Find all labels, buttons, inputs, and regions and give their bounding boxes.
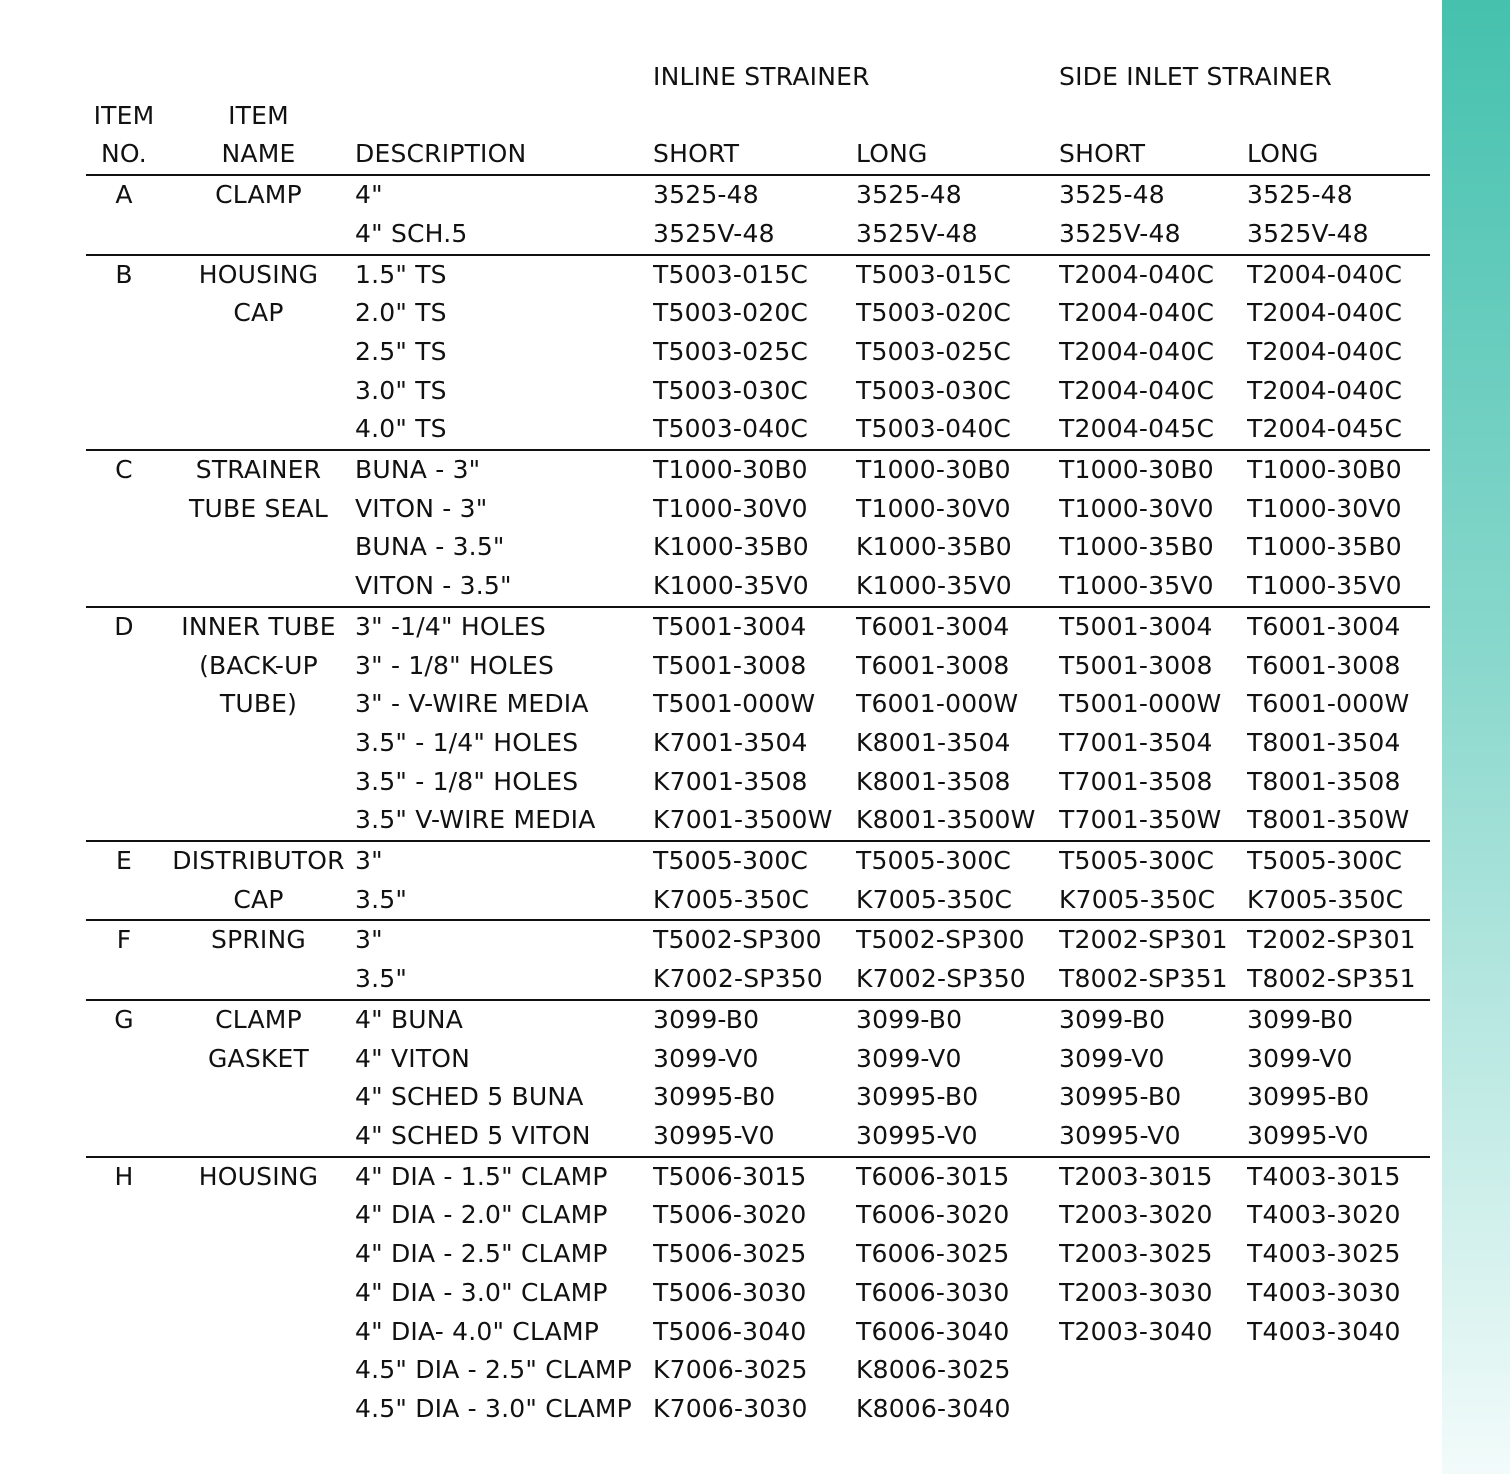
inline-long-cell: K7002-SP350 [856,960,1059,1000]
item-name-cell [162,763,355,802]
side-long-cell: T8002-SP351 [1247,960,1430,1000]
table-row [86,685,1430,724]
inline-long-cell: K8001-3508 [856,766,1011,796]
inline-long-cell: K8006-3025 [856,1355,1011,1385]
table-row [86,1157,1430,1197]
item-no-cell [86,1078,162,1117]
header-row-1 [86,97,1430,136]
item-name-cell: CLAMP [215,1004,302,1034]
table-header [86,58,1430,175]
parts-table-container [86,58,1430,1429]
table-row [86,450,1430,490]
group-header-side-inlet: SIDE INLET STRAINER [1059,62,1332,91]
inline-short-header: SHORT [653,135,856,175]
side-long-cell: T4003-3025 [1247,1239,1401,1269]
item-no-cell: F [116,925,132,955]
inline-short-cell: K7005-350C [653,881,856,921]
parts-table [86,58,1430,1429]
inline-long-cell: T6006-3040 [856,1316,1010,1346]
side-long-cell [1247,1390,1430,1429]
item-no-cell [86,801,162,841]
description-cell: 4" SCHED 5 BUNA [355,1082,584,1112]
item-no-cell: D [114,611,134,641]
item-name-cell [162,528,355,567]
side-short-cell: 3099-B0 [1059,1004,1166,1034]
item-name-cell: CAP [162,881,355,921]
item-no-cell [86,333,162,372]
description-cell: 3.5" [355,881,653,921]
inline-short-cell: T5006-3020 [653,1200,807,1230]
side-long-cell: T2004-040C [1247,375,1403,405]
inline-short-cell: 3525-48 [653,180,759,210]
side-short-cell: T7001-3508 [1059,766,1213,796]
side-short-cell: T5005-300C [1059,846,1215,876]
item-name-cell [162,372,355,411]
inline-short-cell: T5003-020C [653,298,809,328]
inline-short-cell: 3099-B0 [653,1004,760,1034]
item-name-cell: TUBE) [219,689,298,719]
inline-short-cell: T1000-30B0 [653,455,808,485]
description-cell: 3.5" - 1/4" HOLES [355,727,579,757]
side-long-cell: T5005-300C [1247,846,1403,876]
table-row [86,215,1430,255]
item-no-header-top: ITEM [93,100,155,130]
side-long-cell: T1000-30B0 [1247,455,1402,485]
inline-short-cell: T5001-3004 [653,611,807,641]
side-long-cell: T6001-000W [1247,689,1410,719]
inline-short-cell: T5006-3030 [653,1277,807,1307]
item-no-cell: G [114,1004,134,1034]
inline-long-cell: T5003-020C [856,298,1012,328]
inline-short-cell: K7002-SP350 [653,960,856,1000]
inline-long-cell: T5005-300C [856,846,1012,876]
table-row [86,647,1430,686]
table-row [86,801,1430,841]
inline-long-cell: T6006-3030 [856,1277,1010,1307]
inline-long-cell: 30995-V0 [856,1117,1059,1157]
side-long-cell: 3099-V0 [1247,1043,1353,1073]
item-name-cell: STRAINER [195,455,322,485]
table-row [86,372,1430,411]
description-cell: 3.5" V-WIRE MEDIA [355,801,653,841]
item-name-cell [162,1078,355,1117]
item-no-cell [86,881,162,921]
inline-long-cell: 30995-B0 [856,1082,979,1112]
side-long-cell [1247,1351,1430,1390]
item-name-cell: INNER TUBE [181,611,336,641]
inline-long-cell: T5003-040C [856,410,1059,450]
side-short-cell: T5001-3004 [1059,611,1213,641]
inline-short-cell: T5003-025C [653,336,809,366]
description-header: DESCRIPTION [355,135,653,175]
description-cell: 3" - V-WIRE MEDIA [355,689,589,719]
table-row [86,410,1430,450]
side-short-cell [1059,1351,1247,1390]
item-name-cell: HOUSING [198,259,319,289]
inline-long-cell: T6001-3004 [856,611,1010,641]
item-name-cell [162,1196,355,1235]
description-cell: 3" [355,925,383,955]
item-no-cell [86,567,162,607]
item-name-cell: GASKET [207,1043,309,1073]
inline-long-header: LONG [856,135,1059,175]
side-short-cell: T5001-000W [1059,689,1222,719]
item-no-cell: C [115,455,133,485]
header-row-2 [86,135,1430,175]
side-long-cell: T4003-3020 [1247,1200,1401,1230]
item-name-cell: CAP [233,298,284,328]
item-no-cell [86,372,162,411]
inline-short-cell: T5001-3008 [653,650,807,680]
inline-long-cell: T6001-000W [856,689,1019,719]
item-no-cell [86,1390,162,1429]
description-cell: 3" - 1/8" HOLES [355,650,555,680]
description-cell: 4" BUNA [355,1004,464,1034]
item-no-cell [86,1274,162,1313]
table-row [86,175,1430,215]
side-short-cell: 3099-V0 [1059,1043,1165,1073]
inline-long-cell: T6006-3025 [856,1239,1010,1269]
inline-long-cell: K8006-3040 [856,1393,1011,1423]
side-short-cell: T8002-SP351 [1059,960,1247,1000]
side-short-cell: T2004-045C [1059,410,1247,450]
side-long-cell: T8001-3508 [1247,766,1401,796]
inline-long-cell: T5003-015C [856,259,1012,289]
table-body [86,175,1430,1429]
item-name-cell [162,215,355,255]
side-long-cell: T2004-040C [1247,298,1403,328]
side-long-cell: T2004-040C [1247,336,1403,366]
inline-long-cell: 3099-V0 [856,1043,962,1073]
inline-long-cell: K8001-3500W [856,801,1059,841]
side-long-cell: T2004-045C [1247,410,1430,450]
item-name-cell: (BACK-UP [199,650,318,680]
table-row [86,1117,1430,1157]
inline-short-cell: 3525V-48 [653,215,856,255]
side-short-cell [1059,1390,1247,1429]
item-no-cell [86,960,162,1000]
side-short-cell: K7005-350C [1059,881,1247,921]
side-short-header: SHORT [1059,135,1247,175]
side-short-cell: T1000-35B0 [1059,532,1214,562]
table-row [86,255,1430,295]
inline-long-cell: T6001-3008 [856,650,1010,680]
item-name-cell [162,410,355,450]
item-name-cell [162,801,355,841]
item-no-cell [86,763,162,802]
side-long-header: LONG [1247,135,1430,175]
inline-short-cell: T1000-30V0 [653,493,808,523]
side-short-cell: T2002-SP301 [1059,925,1228,955]
description-cell: 4" DIA - 3.0" CLAMP [355,1277,608,1307]
table-row [86,841,1430,881]
item-no-cell [86,1117,162,1157]
inline-long-cell: T1000-30B0 [856,455,1011,485]
side-long-cell: T8001-350W [1247,801,1430,841]
side-short-cell: T2003-3040 [1059,1316,1213,1346]
inline-short-cell: K7001-3504 [653,727,808,757]
side-long-cell: T4003-3015 [1247,1161,1401,1191]
inline-long-cell: T5003-030C [856,375,1012,405]
inline-long-cell: T1000-30V0 [856,493,1011,523]
side-short-cell: T1000-30B0 [1059,455,1214,485]
table-row [86,1390,1430,1429]
item-name-cell [162,567,355,607]
item-name-cell: TUBE SEAL [189,493,328,523]
side-long-cell: T6001-3004 [1247,611,1401,641]
item-no-cell [86,1351,162,1390]
inline-long-cell: K1000-35B0 [856,532,1012,562]
side-long-cell: T4003-3040 [1247,1316,1401,1346]
description-cell: 4" DIA - 2.0" CLAMP [355,1200,608,1230]
inline-long-cell: T5003-025C [856,336,1012,366]
item-name-cell [162,333,355,372]
inline-short-cell: K1000-35B0 [653,532,809,562]
description-cell: 4.0" TS [355,410,653,450]
inline-long-cell: T6006-3020 [856,1200,1010,1230]
side-long-cell: T1000-30V0 [1247,493,1402,523]
inline-short-cell: T5005-300C [653,846,809,876]
side-short-cell: T2003-3025 [1059,1239,1213,1269]
inline-long-cell: T6006-3015 [856,1161,1010,1191]
table-row [86,1235,1430,1274]
inline-short-cell: T5003-040C [653,410,856,450]
item-name-cell [162,1117,355,1157]
description-cell: 3.5" - 1/8" HOLES [355,766,579,796]
table-row [86,607,1430,647]
inline-long-cell: 3525V-48 [856,215,1059,255]
item-name-cell [162,960,355,1000]
description-cell: VITON - 3" [355,493,488,523]
inline-short-cell: K7006-3025 [653,1355,808,1385]
item-no-cell [86,215,162,255]
inline-short-cell: 30995-V0 [653,1117,856,1157]
side-short-cell: T2003-3030 [1059,1277,1213,1307]
table-row [86,881,1430,921]
description-cell: 4" VITON [355,1043,471,1073]
description-cell: 3" -1/4" HOLES [355,611,546,641]
side-short-cell: T1000-35V0 [1059,567,1247,607]
table-row [86,920,1430,960]
description-cell: 4" SCH.5 [355,215,653,255]
description-cell: 4.5" DIA - 3.0" CLAMP [355,1393,632,1423]
item-no-cell: B [115,259,133,289]
inline-long-cell: 3525-48 [856,180,962,210]
inline-short-cell: T5001-000W [653,689,816,719]
table-row [86,724,1430,763]
side-accent-bar [1442,0,1510,1474]
inline-long-cell: K8001-3504 [856,727,1011,757]
description-cell: VITON - 3.5" [355,567,653,607]
header-group-row [86,58,1430,97]
item-no-cell [86,1040,162,1079]
item-name-cell [162,724,355,763]
side-short-cell: 3525-48 [1059,180,1165,210]
side-long-cell: T1000-35V0 [1247,567,1430,607]
item-no-header-bottom: NO. [86,135,162,175]
side-long-cell: T2002-SP301 [1247,925,1416,955]
inline-short-cell: T5003-030C [653,375,809,405]
side-short-cell: 30995-B0 [1059,1082,1182,1112]
item-name-cell [162,1235,355,1274]
item-name-cell: CLAMP [215,180,302,210]
side-long-cell: T1000-35B0 [1247,532,1402,562]
description-cell: 3" [355,846,383,876]
side-short-cell: T7001-3504 [1059,727,1213,757]
side-long-cell: 3099-B0 [1247,1004,1354,1034]
item-no-cell [86,528,162,567]
item-name-cell [162,1351,355,1390]
table-row [86,960,1430,1000]
inline-short-cell: 30995-B0 [653,1082,776,1112]
table-row [86,1313,1430,1352]
group-header-inline: INLINE STRAINER [653,62,870,91]
item-name-header-bottom: NAME [162,135,355,175]
side-long-cell: 30995-V0 [1247,1117,1430,1157]
description-cell: 4.5" DIA - 2.5" CLAMP [355,1355,632,1385]
description-cell: 2.5" TS [355,336,447,366]
side-short-cell: 3525V-48 [1059,215,1247,255]
table-row [86,1078,1430,1117]
side-long-cell: T2004-040C [1247,259,1403,289]
item-no-cell [86,410,162,450]
inline-long-cell: T5002-SP300 [856,925,1025,955]
table-row [86,528,1430,567]
inline-short-cell: T5006-3015 [653,1161,807,1191]
inline-short-cell: T5003-015C [653,259,809,289]
table-row [86,333,1430,372]
side-long-cell: 3525-48 [1247,180,1353,210]
side-short-cell: T2004-040C [1059,259,1215,289]
side-short-cell: T2004-040C [1059,375,1215,405]
side-long-cell: K7005-350C [1247,881,1430,921]
side-short-cell: T1000-30V0 [1059,493,1214,523]
side-long-cell: 3525V-48 [1247,215,1430,255]
description-cell: 1.5" TS [355,259,447,289]
side-short-cell: T2003-3020 [1059,1200,1213,1230]
item-name-cell: DISTRIBUTOR [172,846,345,876]
item-no-cell [86,685,162,724]
item-name-header-top: ITEM [228,100,289,130]
side-long-cell: T6001-3008 [1247,650,1401,680]
inline-short-cell: T5006-3025 [653,1239,807,1269]
table-row [86,1196,1430,1235]
description-cell: 4" SCHED 5 VITON [355,1117,653,1157]
side-short-cell: T2003-3015 [1059,1161,1213,1191]
inline-short-cell: 3099-V0 [653,1043,759,1073]
item-no-cell: H [114,1161,134,1191]
table-row [86,490,1430,529]
description-cell: 4" DIA - 1.5" CLAMP [355,1161,608,1191]
side-long-cell: T8001-3504 [1247,727,1401,757]
table-row [86,763,1430,802]
table-row [86,1000,1430,1040]
inline-short-cell: K7001-3508 [653,766,808,796]
inline-short-cell: K7006-3030 [653,1393,808,1423]
table-row [86,1351,1430,1390]
side-short-cell: T5001-3008 [1059,650,1213,680]
table-row [86,567,1430,607]
inline-long-cell: K1000-35V0 [856,567,1059,607]
item-no-cell [86,490,162,529]
item-name-cell [162,1274,355,1313]
item-no-cell [86,724,162,763]
side-short-cell: T2004-040C [1059,298,1215,328]
description-cell: 2.0" TS [355,298,447,328]
description-cell: 3.5" [355,960,653,1000]
item-no-cell [86,1313,162,1352]
description-cell: 4" [355,180,383,210]
description-cell: BUNA - 3" [355,455,481,485]
inline-long-cell: 3099-B0 [856,1004,963,1034]
item-name-cell: SPRING [211,925,306,955]
item-no-cell: E [116,846,132,876]
item-no-cell [86,294,162,333]
table-row [86,294,1430,333]
item-name-cell [162,1313,355,1352]
item-name-cell: HOUSING [198,1161,319,1191]
description-cell: 4" DIA- 4.0" CLAMP [355,1316,600,1346]
side-short-cell: T7001-350W [1059,801,1247,841]
item-no-cell [86,1235,162,1274]
inline-short-cell: T5002-SP300 [653,925,822,955]
inline-short-cell: T5006-3040 [653,1316,807,1346]
inline-long-cell: K7005-350C [856,881,1059,921]
description-cell: BUNA - 3.5" [355,532,505,562]
inline-short-cell: K1000-35V0 [653,567,856,607]
side-long-cell: T4003-3030 [1247,1277,1401,1307]
side-short-cell: 30995-V0 [1059,1117,1247,1157]
side-long-cell: 30995-B0 [1247,1082,1370,1112]
table-row [86,1040,1430,1079]
table-row [86,1274,1430,1313]
description-cell: 3.0" TS [355,375,447,405]
inline-short-cell: K7001-3500W [653,801,856,841]
item-no-cell: A [115,180,133,210]
description-cell: 4" DIA - 2.5" CLAMP [355,1239,608,1269]
item-name-cell [162,1390,355,1429]
item-no-cell [86,647,162,686]
item-no-cell [86,1196,162,1235]
side-short-cell: T2004-040C [1059,336,1215,366]
